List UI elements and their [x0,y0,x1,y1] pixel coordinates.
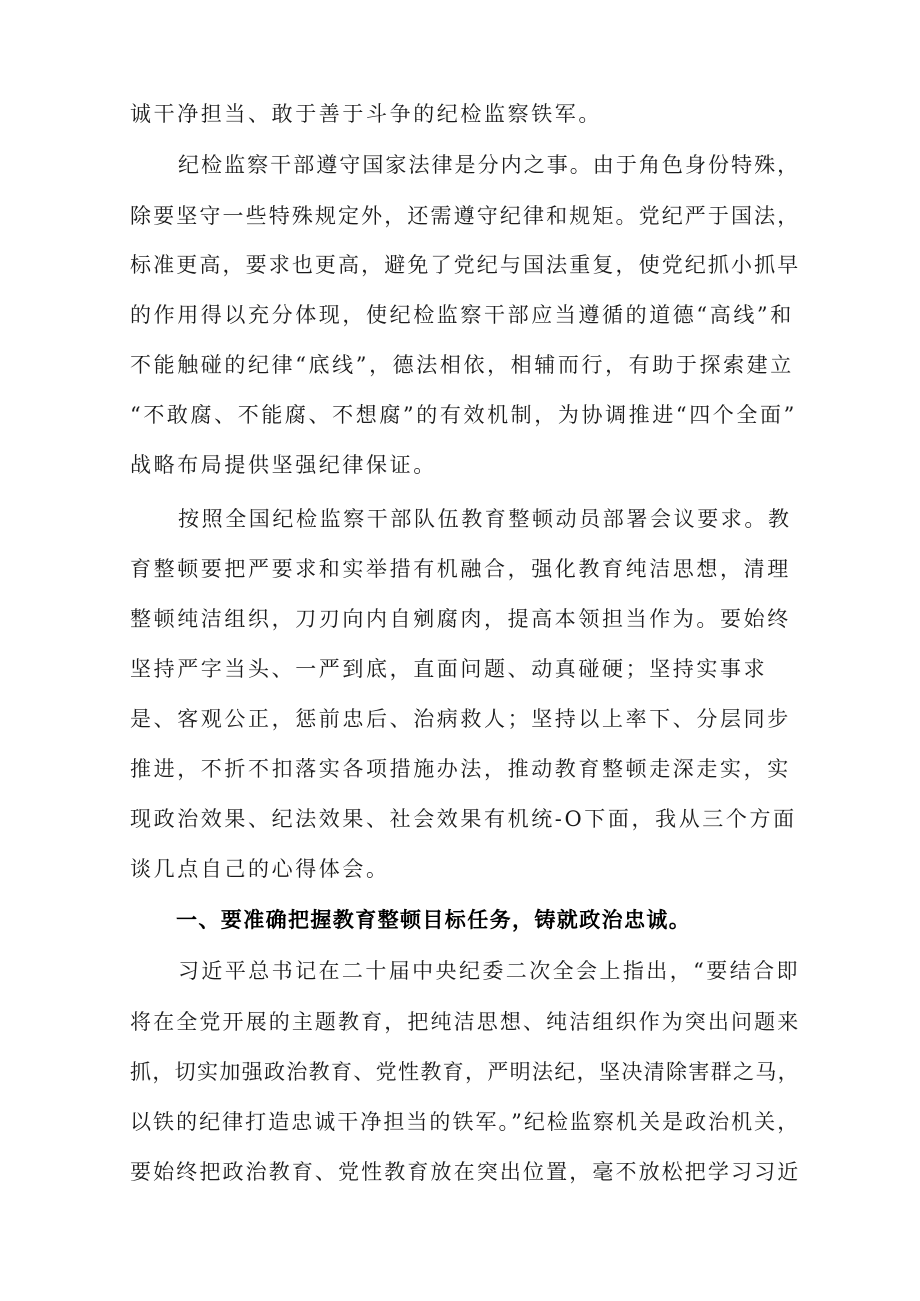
text-line-2: 纪检监察干部遵守国家法律是分内之事。由于角色身份特殊， [178,153,801,177]
text-line-3: 除要坚守一些特殊规定外，还需遵守纪律和规矩。党纪严于国法， [130,204,801,228]
text-line-14: 推进，不折不扣落实各项措施办法，推动教育整顿走深走实，实 [130,757,791,781]
text-line-10: 育整顿要把严要求和实举措有机融合，强化教育纯洁思想，清理 [130,557,791,581]
text-line-9: 按照全国纪检监察干部队伍教育整顿动员部署会议要求。教 [178,507,792,531]
text-line-4: 标准更高，要求也更高，避免了党纪与国法重复，使党纪抓小抓早 [130,253,801,277]
text-line-8: 战略布局提供坚强纪律保证。 [130,453,437,477]
text-line-19: 将在全党开展的主题教育，把纯洁思想、纯洁组织作为突出问题来 [130,1010,801,1034]
text-line-18: 习近平总书记在二十届中央纪委二次全会上指出，“要结合即 [178,959,800,983]
text-line-1: 诚干净担当、敢于善于斗争的纪检监察铁军。 [130,102,602,126]
text-line-5: 的作用得以充分体现，使纪检监察干部应当遵循的道德“高线”和 [130,303,794,327]
text-line-21: 以铁的纪律打造忠诚干净担当的铁军。”纪检监察机关是政治机关， [130,1110,801,1134]
text-line-22: 要始终把政治教育、党性教育放在突出位置，毫不放松把学习习近 [130,1160,801,1184]
text-line-15: 现政治效果、纪法效果、社会效果有机统-O下面，我从三个方面 [130,807,797,831]
text-line-16: 谈几点自己的心得体会。 [130,857,390,881]
text-line-20: 抓，切实加强政治教育、党性教育，严明法纪，坚决清除害群之马， [130,1060,800,1084]
section-heading: 一、要准确把握教育整顿目标任务，铸就政治忠诚。 [176,908,692,932]
text-line-6: 不能触碰的纪律“底线”，德法相依，相辅而行，有助于探索建立 [130,353,794,377]
text-line-12: 坚持严字当头、一严到底，直面问题、动真碰硬；坚持实事求 [130,657,768,681]
text-line-13: 是、客观公正，惩前忠后、治病救人；坚持以上率下、分层同步 [130,707,791,731]
text-line-7: “不敢腐、不能腐、不想腐”的有效机制，为协调推进“四个全面” [130,403,797,427]
text-line-11: 整顿纯洁组织，刀刃向内自剜腐肉，提高本领担当作为。要始终 [130,607,791,631]
